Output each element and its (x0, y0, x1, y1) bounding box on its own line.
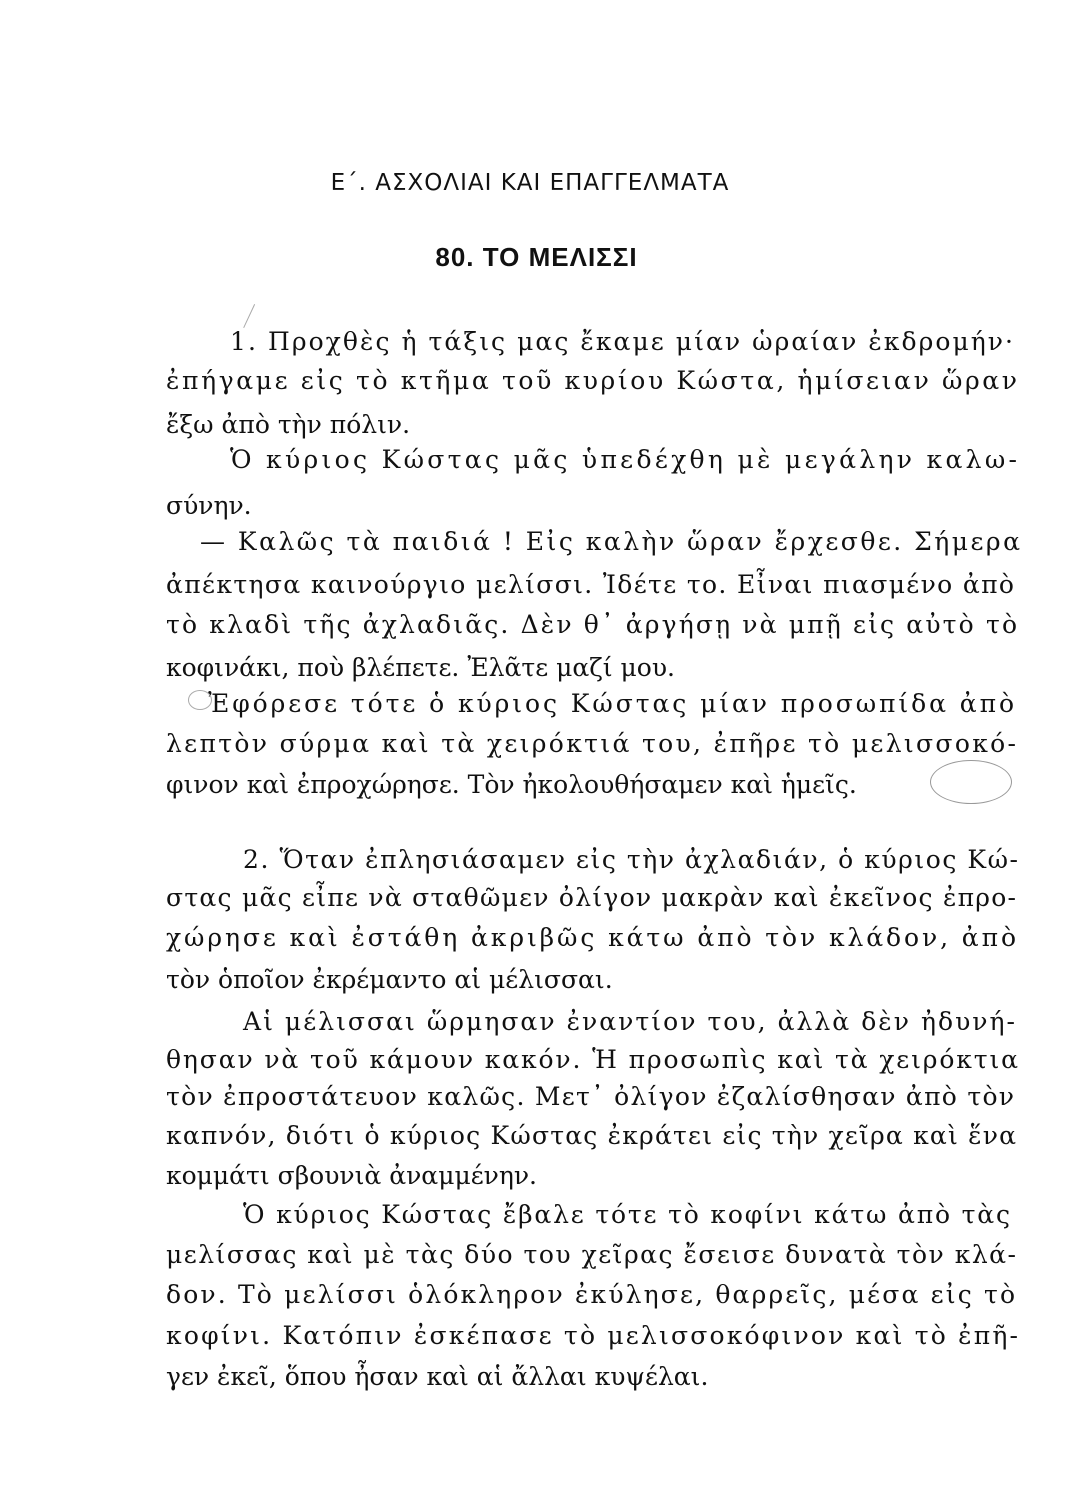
text-line: τὸν ἐπροστάτευον καλῶς. Μετ᾽ ὀλίγον ἐζαλίσθησαν ἀπὸ τὸν (166, 1082, 1016, 1111)
text-line: τὸ κλαδὶ τῆς ἀχλαδιᾶς. Δὲν θ᾽ ἀργήσῃ νὰ μπῇ εἰς αὐτὸ τὸ (166, 610, 1020, 639)
text-line: κομμάτι σβουνιὰ ἀναμμένην. (166, 1161, 537, 1190)
text-line: φινον καὶ ἐπροχώρησε. Τὸν ἠκολουθήσαμεν καὶ ἡμεῖς. (166, 770, 857, 799)
text-line: Ὁ κύριος Κώστας μᾶς ὑπεδέχθη μὲ μεγάλην καλω- (230, 445, 1021, 474)
text-line: κοφίνι. Κατόπιν ἐσκέπασε τὸ μελισσοκόφινον καὶ τὸ ἐπῆ- (166, 1321, 1021, 1350)
text-line: ἀπέκτησα καινούργιο μελίσσι. Ἰδέτε το. Εἶναι πιασμένο ἀπὸ (166, 570, 1016, 599)
text-line: Ὁ κύριος Κώστας ἔβαλε τότε τὸ κοφίνι κάτω ἀπὸ τὰς (243, 1200, 1012, 1229)
section-title: Ε΄. ΑΣΧΟΛΙΑΙ ΚΑΙ ΕΠΑΓΓΕΛΜΑΤΑ (330, 170, 730, 196)
text-line: 2. Ὅταν ἐπλησιάσαμεν εἰς τὴν ἀχλαδιάν, ὁ κύριος Κώ- (243, 845, 1020, 874)
text-line: μελίσσας καὶ μὲ τὰς δύο του χεῖρας ἔσεισε δυνατὰ τὸν κλά- (166, 1240, 1018, 1269)
text-line: δον. Τὸ μελίσσι ὁλόκληρον ἐκύλησε, θαρρεῖς, μέσα εἰς τὸ (166, 1280, 1018, 1309)
text-line: — Καλῶς τὰ παιδιά ! Εἰς καλὴν ὥραν ἔρχεσθε. Σήμερα (200, 527, 1023, 556)
lesson-title: 80. ΤΟ ΜΕΛΙΣΣΙ (435, 242, 638, 272)
text-line: ἐπήγαμε εἰς τὸ κτῆμα τοῦ κυρίου Κώστα, ἡμίσειαν ὥραν (166, 366, 1020, 395)
text-line: στας μᾶς εἶπε νὰ σταθῶμεν ὀλίγον μακρὰν καὶ ἐκεῖνος ἐπρο- (166, 883, 1018, 912)
text-line: χώρησε καὶ ἐστάθη ἀκριβῶς κάτω ἀπὸ τὸν κλάδον, ἀπὸ (166, 923, 1019, 952)
text-line: σύνην. (166, 491, 252, 520)
text-line: Ἐφόρεσε τότε ὁ κύριος Κώστας μίαν προσωπίδα ἀπὸ (208, 689, 1017, 718)
text-line: ἔξω ἀπὸ τὴν πόλιν. (166, 410, 411, 439)
text-line: λεπτὸν σύρμα καὶ τὰ χειρόκτιά του, ἐπῆρε τὸ μελισσοκό- (166, 729, 1019, 758)
text-line: τὸν ὁποῖον ἐκρέμαντο αἱ μέλισσαι. (166, 965, 613, 994)
text-line: Αἱ μέλισσαι ὥρμησαν ἐναντίον του, ἀλλὰ δὲν ἠδυνή- (243, 1007, 1018, 1036)
text-line: γεν ἐκεῖ, ὅπου ἦσαν καὶ αἱ ἄλλαι κυψέλαι. (166, 1362, 709, 1391)
text-line: θησαν νὰ τοῦ κάμουν κακόν. Ἡ προσωπὶς καὶ τὰ χειρόκτια (166, 1045, 1020, 1074)
text-line: κοφινάκι, ποὺ βλέπετε. Ἐλᾶτε μαζί μου. (166, 653, 675, 682)
text-line: καπνόν, διότι ὁ κύριος Κώστας ἐκράτει εἰς τὴν χεῖρα καὶ ἕνα (166, 1121, 1018, 1150)
text-line: 1. Προχθὲς ἡ τάξις μας ἔκαμε μίαν ὡραίαν ἐκδρομήν· (230, 327, 1016, 356)
